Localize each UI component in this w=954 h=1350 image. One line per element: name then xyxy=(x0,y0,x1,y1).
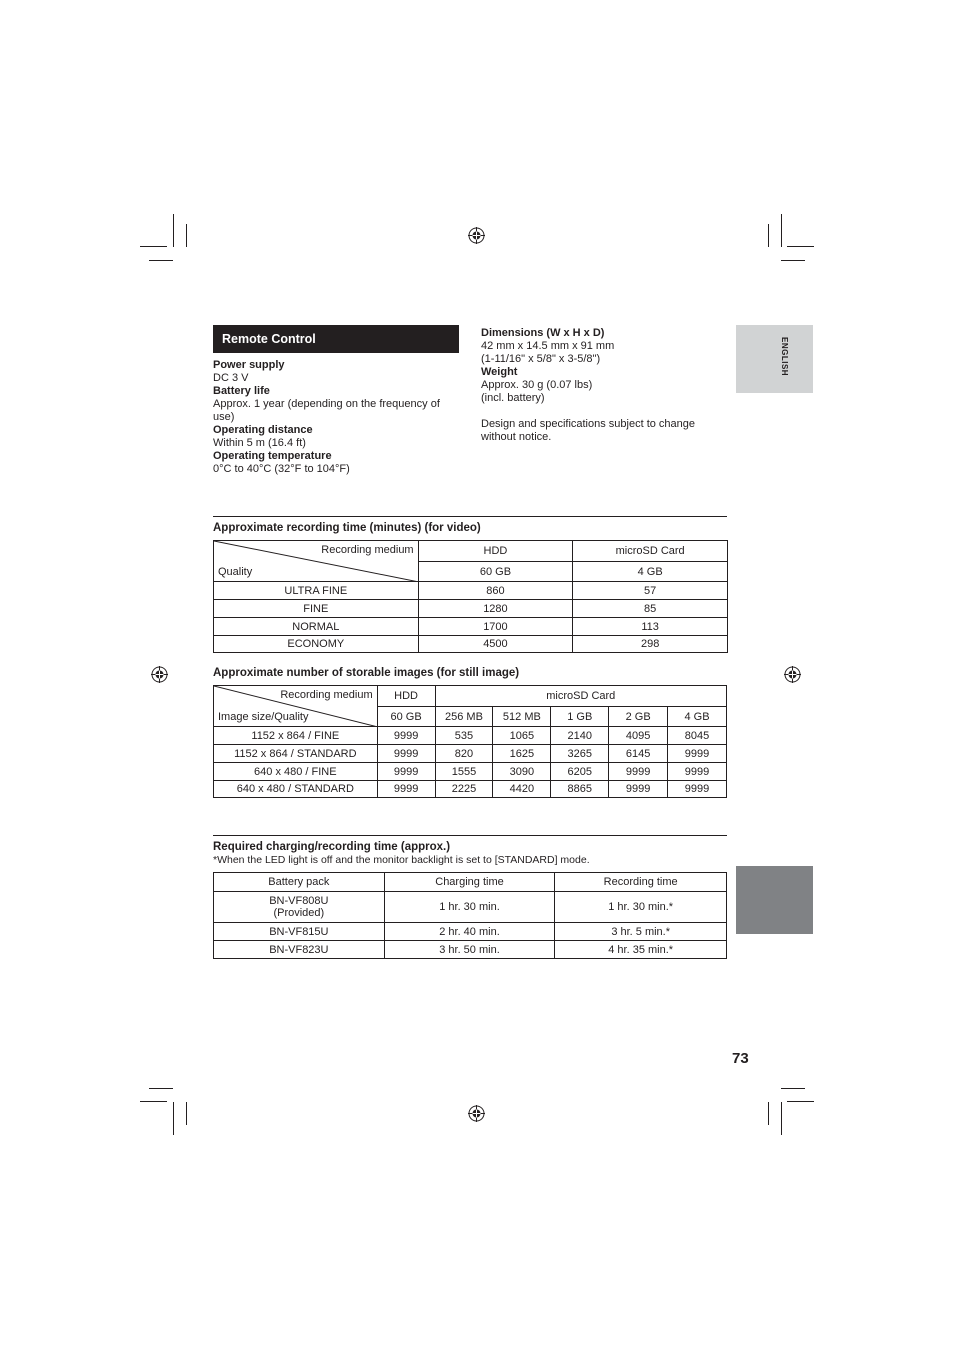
table-cell: BN-VF823U xyxy=(214,941,385,959)
language-label: ENGLISH xyxy=(780,337,789,377)
crop-mark xyxy=(149,260,173,261)
table-cell: 1152 x 864 / FINE xyxy=(214,727,378,745)
dimensions-value-metric: 42 mm x 14.5 mm x 91 mm xyxy=(481,340,615,352)
table-row xyxy=(214,923,727,941)
table-cell: 9999 xyxy=(668,763,727,781)
table-cell: 4 hr. 35 min.* xyxy=(555,941,727,959)
table-corner-cell xyxy=(214,686,378,727)
table-cell: 113 xyxy=(573,618,728,636)
registration-mark-icon xyxy=(468,227,485,244)
table-cell: 9999 xyxy=(609,763,668,781)
table-row xyxy=(214,600,728,618)
weight-note: (incl. battery) xyxy=(481,392,545,404)
crop-mark xyxy=(149,1088,173,1089)
battery-model: BN-VF808U xyxy=(269,895,329,907)
table-cell: 1280 xyxy=(418,600,573,618)
crop-mark xyxy=(140,1101,167,1102)
remote-specs-right xyxy=(481,327,721,444)
charge-table-title: Required charging/recording time (approx.) xyxy=(213,841,451,853)
table-cell: 4095 xyxy=(609,727,668,745)
weight-label: Weight xyxy=(481,366,518,378)
column-header: 4 GB xyxy=(668,707,727,727)
table-cell: 9999 xyxy=(668,745,727,763)
table-cell: 1700 xyxy=(418,618,573,636)
table-cell: 2 hr. 40 min. xyxy=(384,923,555,941)
table-row xyxy=(214,618,728,636)
column-header: 256 MB xyxy=(435,707,493,727)
weight-value: Approx. 30 g (0.07 lbs) xyxy=(481,379,593,391)
operating-temperature-value: 0°C to 40°C (32°F to 104°F) xyxy=(213,463,350,475)
corner-label-medium: Recording medium xyxy=(321,544,414,556)
table-row xyxy=(214,745,727,763)
table-cell: 3 hr. 50 min. xyxy=(384,941,555,959)
crop-mark xyxy=(781,1102,782,1135)
crop-mark xyxy=(768,224,769,247)
still-table-title: Approximate number of storable images (for still image) xyxy=(213,667,520,679)
remote-specs-left xyxy=(213,359,453,476)
still-image-table xyxy=(213,685,727,798)
dimensions-label: Dimensions (W x H x D) xyxy=(481,327,605,339)
column-header: Charging time xyxy=(384,873,555,892)
crop-mark xyxy=(787,1101,814,1102)
table-cell: 535 xyxy=(435,727,493,745)
corner-label-image-size: Image size/Quality xyxy=(218,711,309,723)
page-number: 73 xyxy=(732,1050,749,1067)
table-cell: 640 x 480 / FINE xyxy=(214,763,378,781)
table-cell: 3090 xyxy=(493,763,551,781)
crop-mark xyxy=(781,260,805,261)
registration-mark-icon xyxy=(784,666,801,683)
column-header: Battery pack xyxy=(214,873,385,892)
crop-mark xyxy=(768,1102,769,1125)
table-cell: 8865 xyxy=(551,781,609,798)
column-header: 2 GB xyxy=(609,707,668,727)
column-header: microSD Card xyxy=(435,686,726,707)
charging-time-table xyxy=(213,872,727,959)
table-cell: 298 xyxy=(573,636,728,653)
power-supply-value: DC 3 V xyxy=(213,372,249,384)
video-table-title: Approximate recording time (minutes) (for video) xyxy=(213,522,481,534)
table-row xyxy=(214,763,727,781)
table-cell: 85 xyxy=(573,600,728,618)
column-header: HDD xyxy=(377,686,435,707)
operating-temperature-label: Operating temperature xyxy=(213,450,332,462)
column-header: 4 GB xyxy=(573,562,728,582)
dimensions-value-imperial: (1-11/16" x 5/8" x 3-5/8") xyxy=(481,353,601,365)
operating-distance-value: Within 5 m (16.4 ft) xyxy=(213,437,306,449)
table-cell: 4500 xyxy=(418,636,573,653)
crop-mark xyxy=(787,246,814,247)
table-cell: 9999 xyxy=(377,745,435,763)
crop-mark xyxy=(173,1102,174,1135)
table-cell: 860 xyxy=(418,582,573,600)
section-title-remote-control: Remote Control xyxy=(213,325,459,353)
table-cell: 1 hr. 30 min. xyxy=(384,892,555,923)
operating-distance-label: Operating distance xyxy=(213,424,313,436)
battery-life-value: Approx. 1 year (depending on the frequency of use) xyxy=(213,398,440,423)
column-header: microSD Card xyxy=(573,541,728,562)
column-header: HDD xyxy=(418,541,573,562)
table-cell: 9999 xyxy=(609,781,668,798)
divider xyxy=(213,835,727,836)
table-row xyxy=(214,636,728,653)
crop-mark xyxy=(140,246,167,247)
table-cell: 2225 xyxy=(435,781,493,798)
table-cell: 2140 xyxy=(551,727,609,745)
table-cell: 1065 xyxy=(493,727,551,745)
table-cell: 9999 xyxy=(668,781,727,798)
corner-label-medium: Recording medium xyxy=(280,689,373,701)
column-header: 1 GB xyxy=(551,707,609,727)
table-cell: 6145 xyxy=(609,745,668,763)
corner-label-quality: Quality xyxy=(218,566,253,578)
table-cell xyxy=(214,892,385,923)
table-cell: 6205 xyxy=(551,763,609,781)
table-row xyxy=(214,582,728,600)
table-row xyxy=(214,892,727,923)
spec-change-notice: Design and specifications subject to change without notice. xyxy=(481,418,696,443)
table-row xyxy=(214,941,727,959)
divider xyxy=(213,516,727,517)
column-header: 512 MB xyxy=(493,707,551,727)
video-recording-table xyxy=(213,540,728,653)
crop-mark xyxy=(186,224,187,247)
section-tab-block xyxy=(736,866,813,934)
battery-life-label: Battery life xyxy=(213,385,270,397)
battery-provided-note: (Provided) xyxy=(273,907,325,919)
language-tab xyxy=(736,325,813,393)
table-cell: FINE xyxy=(214,600,419,618)
column-header: Recording time xyxy=(555,873,727,892)
table-cell: 57 xyxy=(573,582,728,600)
table-cell: ULTRA FINE xyxy=(214,582,419,600)
table-corner-cell xyxy=(214,541,419,582)
table-cell: 8045 xyxy=(668,727,727,745)
table-cell: 9999 xyxy=(377,763,435,781)
crop-mark xyxy=(186,1102,187,1125)
table-cell: 1 hr. 30 min.* xyxy=(555,892,727,923)
column-header: 60 GB xyxy=(418,562,573,582)
table-cell: 9999 xyxy=(377,781,435,798)
table-cell: 3 hr. 5 min.* xyxy=(555,923,727,941)
table-cell: 9999 xyxy=(377,727,435,745)
table-cell: 1555 xyxy=(435,763,493,781)
table-cell: 1625 xyxy=(493,745,551,763)
power-supply-label: Power supply xyxy=(213,359,285,371)
charge-table-note: *When the LED light is off and the monitor backlight is set to [STANDARD] mode. xyxy=(213,854,590,866)
crop-mark xyxy=(781,214,782,247)
table-row xyxy=(214,727,727,745)
table-cell: 4420 xyxy=(493,781,551,798)
column-header: 60 GB xyxy=(377,707,435,727)
table-cell: 640 x 480 / STANDARD xyxy=(214,781,378,798)
table-cell: 3265 xyxy=(551,745,609,763)
table-cell: 820 xyxy=(435,745,493,763)
table-row xyxy=(214,781,727,798)
table-cell: 1152 x 864 / STANDARD xyxy=(214,745,378,763)
registration-mark-icon xyxy=(151,666,168,683)
table-cell: ECONOMY xyxy=(214,636,419,653)
crop-mark xyxy=(173,214,174,247)
table-cell: BN-VF815U xyxy=(214,923,385,941)
table-cell: NORMAL xyxy=(214,618,419,636)
registration-mark-icon xyxy=(468,1105,485,1122)
crop-mark xyxy=(781,1088,805,1089)
